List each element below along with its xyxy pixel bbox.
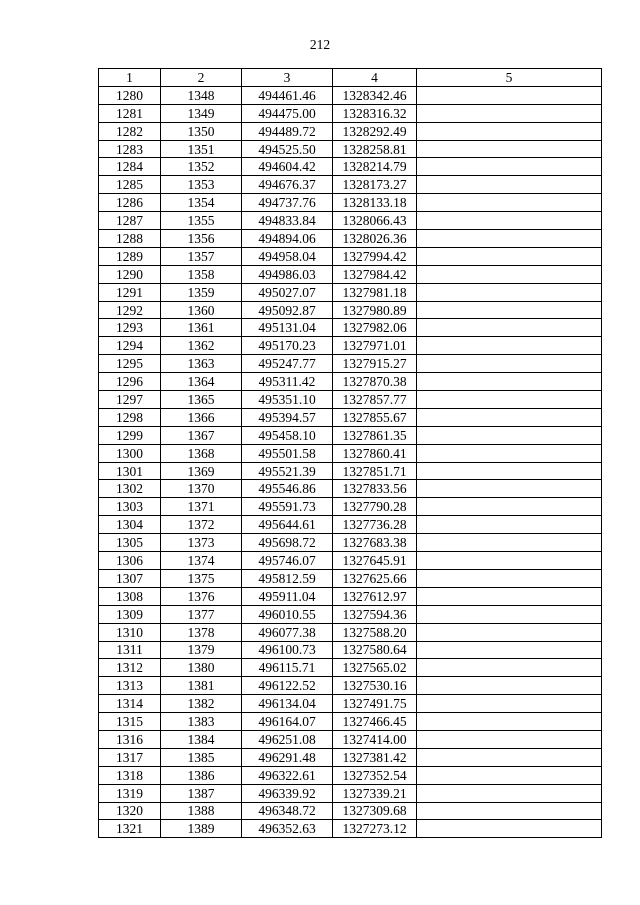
note-cell [417,587,602,605]
note-cell [417,212,602,230]
table-row [99,498,602,516]
table-row [99,265,602,283]
table-row [99,659,602,677]
table-row [99,337,602,355]
table-row [99,373,602,391]
note-cell [417,247,602,265]
y-coordinate-cell: 1327612.97 [333,587,417,605]
row-number-cell: 1283 [99,140,161,158]
y-coordinate-cell: 1328173.27 [333,176,417,194]
table-row [99,569,602,587]
x-coordinate-cell: 495546.86 [242,480,333,498]
table-row [99,802,602,820]
table-row [99,516,602,534]
y-coordinate-cell: 1327588.20 [333,623,417,641]
table-row [99,140,602,158]
y-coordinate-cell: 1327594.36 [333,605,417,623]
row-number-cell: 1298 [99,408,161,426]
point-number-cell: 1348 [161,86,242,104]
y-coordinate-cell: 1327984.42 [333,265,417,283]
x-coordinate-cell: 494604.42 [242,158,333,176]
x-coordinate-cell: 496077.38 [242,623,333,641]
table-row [99,695,602,713]
x-coordinate-cell: 496348.72 [242,802,333,820]
y-coordinate-cell: 1327339.21 [333,784,417,802]
point-number-cell: 1382 [161,695,242,713]
x-coordinate-cell: 495911.04 [242,587,333,605]
table-row [99,212,602,230]
x-coordinate-cell: 496115.71 [242,659,333,677]
y-coordinate-cell: 1327860.41 [333,444,417,462]
point-number-cell: 1379 [161,641,242,659]
note-cell [417,659,602,677]
point-number-cell: 1369 [161,462,242,480]
note-cell [417,104,602,122]
row-number-cell: 1308 [99,587,161,605]
note-cell [417,695,602,713]
point-number-cell: 1359 [161,283,242,301]
y-coordinate-cell: 1327736.28 [333,516,417,534]
table-row [99,623,602,641]
column-header-2: 2 [161,69,242,87]
y-coordinate-cell: 1328214.79 [333,158,417,176]
point-number-cell: 1365 [161,391,242,409]
x-coordinate-cell: 494525.50 [242,140,333,158]
y-coordinate-cell: 1327851.71 [333,462,417,480]
y-coordinate-cell: 1328066.43 [333,212,417,230]
point-number-cell: 1353 [161,176,242,194]
row-number-cell: 1285 [99,176,161,194]
note-cell [417,820,602,838]
x-coordinate-cell: 496164.07 [242,713,333,731]
table-row [99,820,602,838]
row-number-cell: 1310 [99,623,161,641]
note-cell [417,373,602,391]
point-number-cell: 1376 [161,587,242,605]
table-row [99,194,602,212]
point-number-cell: 1366 [161,408,242,426]
x-coordinate-cell: 495591.73 [242,498,333,516]
point-number-cell: 1372 [161,516,242,534]
note-cell [417,158,602,176]
row-number-cell: 1304 [99,516,161,534]
table-body [99,86,602,837]
x-coordinate-cell: 495170.23 [242,337,333,355]
coordinates-table [98,68,602,838]
table-row [99,784,602,802]
row-number-cell: 1313 [99,677,161,695]
y-coordinate-cell: 1327790.28 [333,498,417,516]
row-number-cell: 1282 [99,122,161,140]
y-coordinate-cell: 1327625.66 [333,569,417,587]
row-number-cell: 1311 [99,641,161,659]
y-coordinate-cell: 1327352.54 [333,766,417,784]
x-coordinate-cell: 496291.48 [242,748,333,766]
y-coordinate-cell: 1328342.46 [333,86,417,104]
y-coordinate-cell: 1327530.16 [333,677,417,695]
x-coordinate-cell: 496352.63 [242,820,333,838]
x-coordinate-cell: 494489.72 [242,122,333,140]
y-coordinate-cell: 1327683.38 [333,534,417,552]
point-number-cell: 1370 [161,480,242,498]
point-number-cell: 1389 [161,820,242,838]
point-number-cell: 1371 [161,498,242,516]
x-coordinate-cell: 494737.76 [242,194,333,212]
note-cell [417,319,602,337]
note-cell [417,86,602,104]
table-row [99,355,602,373]
table-row [99,766,602,784]
table-row [99,391,602,409]
x-coordinate-cell: 496322.61 [242,766,333,784]
y-coordinate-cell: 1327833.56 [333,480,417,498]
row-number-cell: 1297 [99,391,161,409]
x-coordinate-cell: 496122.52 [242,677,333,695]
y-coordinate-cell: 1327466.45 [333,713,417,731]
x-coordinate-cell: 495394.57 [242,408,333,426]
y-coordinate-cell: 1328292.49 [333,122,417,140]
x-coordinate-cell: 495501.58 [242,444,333,462]
note-cell [417,516,602,534]
point-number-cell: 1387 [161,784,242,802]
x-coordinate-cell: 495698.72 [242,534,333,552]
page-number: 212 [309,37,331,52]
note-cell [417,605,602,623]
column-header-4: 4 [333,69,417,87]
point-number-cell: 1364 [161,373,242,391]
note-cell [417,569,602,587]
table-row [99,176,602,194]
row-number-cell: 1314 [99,695,161,713]
note-cell [417,122,602,140]
column-header-5: 5 [417,69,602,87]
point-number-cell: 1388 [161,802,242,820]
y-coordinate-cell: 1328133.18 [333,194,417,212]
note-cell [417,337,602,355]
row-number-cell: 1301 [99,462,161,480]
note-cell [417,426,602,444]
row-number-cell: 1287 [99,212,161,230]
point-number-cell: 1351 [161,140,242,158]
row-number-cell: 1290 [99,265,161,283]
y-coordinate-cell: 1327980.89 [333,301,417,319]
table-row [99,748,602,766]
note-cell [417,140,602,158]
table-row [99,408,602,426]
row-number-cell: 1317 [99,748,161,766]
x-coordinate-cell: 495812.59 [242,569,333,587]
y-coordinate-cell: 1327982.06 [333,319,417,337]
note-cell [417,391,602,409]
row-number-cell: 1303 [99,498,161,516]
row-number-cell: 1300 [99,444,161,462]
note-cell [417,623,602,641]
row-number-cell: 1289 [99,247,161,265]
table-header-row [99,69,602,87]
note-cell [417,480,602,498]
x-coordinate-cell: 495092.87 [242,301,333,319]
note-cell [417,230,602,248]
table-row [99,230,602,248]
note-cell [417,265,602,283]
y-coordinate-cell: 1327861.35 [333,426,417,444]
point-number-cell: 1386 [161,766,242,784]
note-cell [417,462,602,480]
y-coordinate-cell: 1327565.02 [333,659,417,677]
table-row [99,605,602,623]
table-row [99,730,602,748]
y-coordinate-cell: 1327491.75 [333,695,417,713]
row-number-cell: 1315 [99,713,161,731]
point-number-cell: 1356 [161,230,242,248]
row-number-cell: 1288 [99,230,161,248]
row-number-cell: 1309 [99,605,161,623]
table-row [99,534,602,552]
row-number-cell: 1306 [99,552,161,570]
row-number-cell: 1284 [99,158,161,176]
table-row [99,552,602,570]
note-cell [417,301,602,319]
table-row [99,104,602,122]
row-number-cell: 1302 [99,480,161,498]
x-coordinate-cell: 494894.06 [242,230,333,248]
point-number-cell: 1358 [161,265,242,283]
point-number-cell: 1352 [161,158,242,176]
y-coordinate-cell: 1327645.91 [333,552,417,570]
x-coordinate-cell: 495311.42 [242,373,333,391]
point-number-cell: 1360 [161,301,242,319]
row-number-cell: 1307 [99,569,161,587]
row-number-cell: 1295 [99,355,161,373]
x-coordinate-cell: 495458.10 [242,426,333,444]
y-coordinate-cell: 1327273.12 [333,820,417,838]
row-number-cell: 1312 [99,659,161,677]
x-coordinate-cell: 496134.04 [242,695,333,713]
x-coordinate-cell: 496251.08 [242,730,333,748]
table-row [99,480,602,498]
x-coordinate-cell: 495131.04 [242,319,333,337]
table-row [99,283,602,301]
x-coordinate-cell: 496339.92 [242,784,333,802]
row-number-cell: 1318 [99,766,161,784]
note-cell [417,444,602,462]
x-coordinate-cell: 494986.03 [242,265,333,283]
point-number-cell: 1380 [161,659,242,677]
row-number-cell: 1316 [99,730,161,748]
point-number-cell: 1374 [161,552,242,570]
point-number-cell: 1375 [161,569,242,587]
note-cell [417,283,602,301]
row-number-cell: 1292 [99,301,161,319]
x-coordinate-cell: 495521.39 [242,462,333,480]
table-row [99,677,602,695]
point-number-cell: 1373 [161,534,242,552]
point-number-cell: 1355 [161,212,242,230]
y-coordinate-cell: 1327981.18 [333,283,417,301]
row-number-cell: 1280 [99,86,161,104]
row-number-cell: 1286 [99,194,161,212]
column-header-1: 1 [99,69,161,87]
table-row [99,247,602,265]
row-number-cell: 1320 [99,802,161,820]
y-coordinate-cell: 1327580.64 [333,641,417,659]
note-cell [417,498,602,516]
note-cell [417,802,602,820]
note-cell [417,408,602,426]
note-cell [417,748,602,766]
row-number-cell: 1321 [99,820,161,838]
point-number-cell: 1385 [161,748,242,766]
y-coordinate-cell: 1327414.00 [333,730,417,748]
point-number-cell: 1362 [161,337,242,355]
x-coordinate-cell: 496100.73 [242,641,333,659]
y-coordinate-cell: 1327381.42 [333,748,417,766]
table-row [99,713,602,731]
point-number-cell: 1349 [161,104,242,122]
y-coordinate-cell: 1328258.81 [333,140,417,158]
point-number-cell: 1350 [161,122,242,140]
y-coordinate-cell: 1328026.36 [333,230,417,248]
x-coordinate-cell: 494833.84 [242,212,333,230]
table-row [99,426,602,444]
row-number-cell: 1281 [99,104,161,122]
table-row [99,444,602,462]
y-coordinate-cell: 1327994.42 [333,247,417,265]
y-coordinate-cell: 1327857.77 [333,391,417,409]
x-coordinate-cell: 496010.55 [242,605,333,623]
point-number-cell: 1354 [161,194,242,212]
point-number-cell: 1381 [161,677,242,695]
x-coordinate-cell: 494475.00 [242,104,333,122]
x-coordinate-cell: 495027.07 [242,283,333,301]
x-coordinate-cell: 495644.61 [242,516,333,534]
point-number-cell: 1383 [161,713,242,731]
y-coordinate-cell: 1327971.01 [333,337,417,355]
y-coordinate-cell: 1327915.27 [333,355,417,373]
x-coordinate-cell: 494461.46 [242,86,333,104]
note-cell [417,355,602,373]
x-coordinate-cell: 494958.04 [242,247,333,265]
table-row [99,641,602,659]
note-cell [417,194,602,212]
note-cell [417,677,602,695]
point-number-cell: 1377 [161,605,242,623]
x-coordinate-cell: 495746.07 [242,552,333,570]
point-number-cell: 1367 [161,426,242,444]
note-cell [417,713,602,731]
table-row [99,319,602,337]
note-cell [417,730,602,748]
note-cell [417,784,602,802]
y-coordinate-cell: 1327870.38 [333,373,417,391]
table-row [99,158,602,176]
table-row [99,122,602,140]
row-number-cell: 1296 [99,373,161,391]
y-coordinate-cell: 1327855.67 [333,408,417,426]
row-number-cell: 1293 [99,319,161,337]
y-coordinate-cell: 1328316.32 [333,104,417,122]
row-number-cell: 1299 [99,426,161,444]
column-header-3: 3 [242,69,333,87]
point-number-cell: 1368 [161,444,242,462]
note-cell [417,766,602,784]
note-cell [417,552,602,570]
note-cell [417,176,602,194]
point-number-cell: 1363 [161,355,242,373]
table-row [99,301,602,319]
point-number-cell: 1378 [161,623,242,641]
note-cell [417,534,602,552]
point-number-cell: 1361 [161,319,242,337]
point-number-cell: 1384 [161,730,242,748]
x-coordinate-cell: 495247.77 [242,355,333,373]
row-number-cell: 1305 [99,534,161,552]
row-number-cell: 1294 [99,337,161,355]
table-row [99,86,602,104]
note-cell [417,641,602,659]
point-number-cell: 1357 [161,247,242,265]
table-row [99,587,602,605]
x-coordinate-cell: 494676.37 [242,176,333,194]
table-row [99,462,602,480]
row-number-cell: 1291 [99,283,161,301]
y-coordinate-cell: 1327309.68 [333,802,417,820]
row-number-cell: 1319 [99,784,161,802]
x-coordinate-cell: 495351.10 [242,391,333,409]
